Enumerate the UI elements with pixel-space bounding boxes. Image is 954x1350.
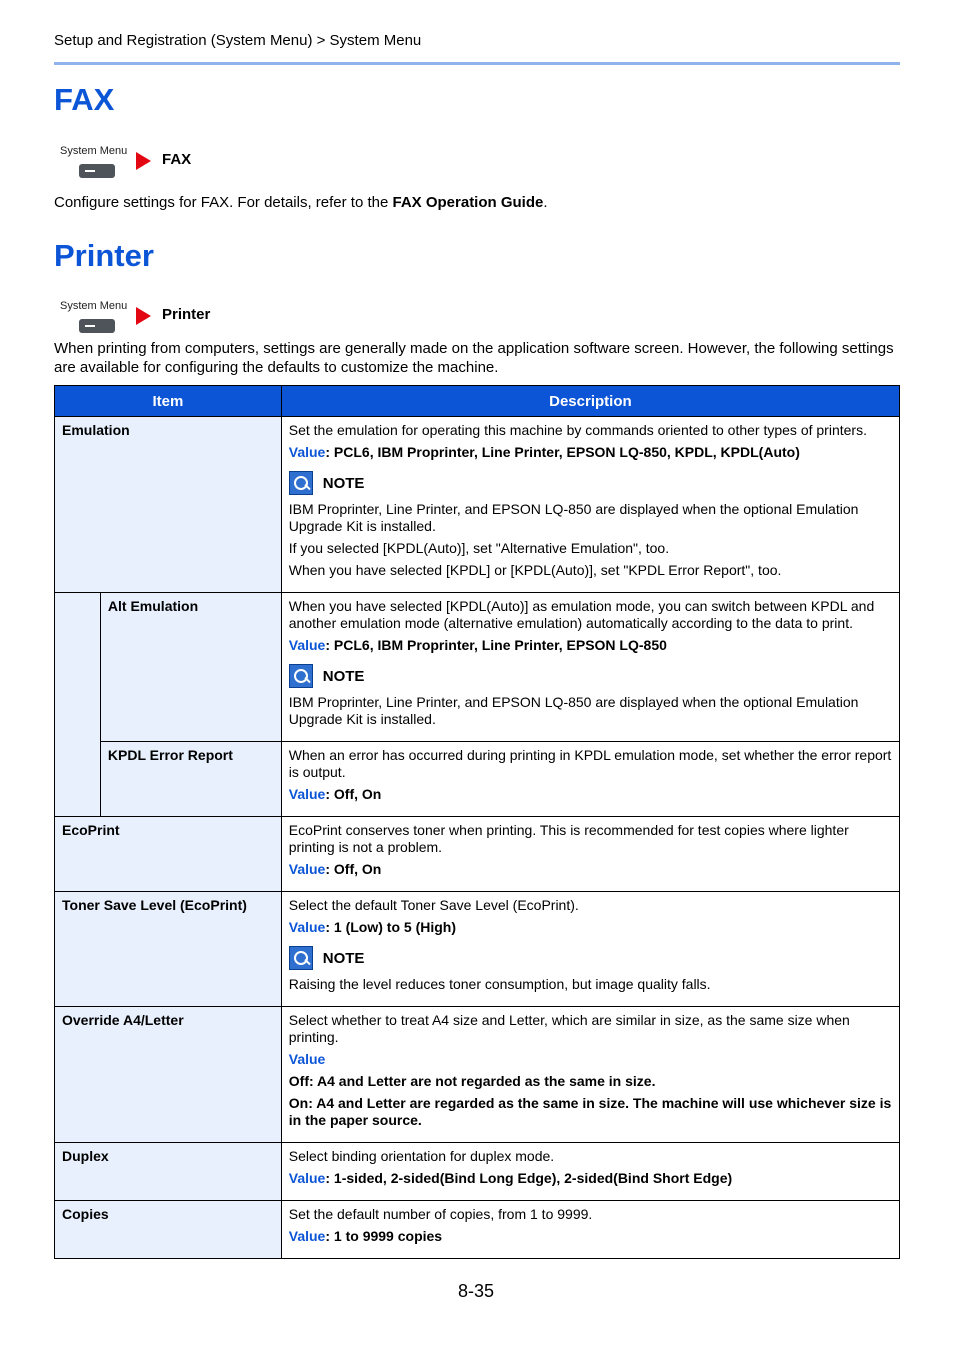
system-menu-key-icon <box>60 145 130 157</box>
item-copies: Copies <box>55 1201 282 1259</box>
note-text: IBM Proprinter, Line Printer, and EPSON LQ-850 are displayed when the optional Emulation Upgrade Kit is installed. <box>288 694 859 727</box>
description-text: Select binding orientation for duplex mode. <box>288 1148 555 1164</box>
value-text: 1 (Low) to 5 (High) <box>333 919 457 935</box>
note-title: NOTE <box>322 949 365 967</box>
table-row <box>55 817 900 892</box>
fax-path-label: FAX <box>162 151 192 168</box>
table-row <box>55 1007 900 1143</box>
page-number: 8-35 <box>458 1281 495 1301</box>
fax-guide-reference: FAX Operation Guide <box>392 194 544 211</box>
printer-heading: Printer <box>54 238 154 273</box>
value-line: Value: 1 to 9999 copies <box>288 1228 443 1244</box>
header-rule <box>54 62 900 65</box>
description-text: Set the emulation for operating this machine by commands oriented to other types of printers. <box>288 422 867 438</box>
description-alt-emulation <box>281 593 899 742</box>
breadcrumb: Setup and Registration (System Menu) > System Menu <box>54 32 422 49</box>
description-text: Select whether to treat A4 size and Letter, which are similar in size, as the same size when printing. <box>288 1012 850 1045</box>
item-emulation: Emulation <box>55 417 282 593</box>
note-text: When you have selected [KPDL] or [KPDL(Auto)], set "KPDL Error Report", too. <box>288 562 782 578</box>
description-emulation <box>281 417 899 593</box>
table-header-row <box>55 386 900 417</box>
note-header <box>289 946 892 970</box>
item-toner-save-level: Toner Save Level (EcoPrint) <box>55 892 282 1007</box>
fax-heading: FAX <box>54 82 115 117</box>
value-text: 1-sided, 2-sided(Bind Long Edge), 2-sided(Bind Short Edge) <box>333 1170 733 1186</box>
note-icon <box>289 471 313 495</box>
note-header <box>289 471 892 495</box>
item-kpdl-error-report: KPDL Error Report <box>100 742 281 817</box>
value-label: Value <box>288 1170 326 1186</box>
fax-desc-text: Configure settings for FAX. For details, refer to the <box>54 194 393 211</box>
sub-item-indent <box>55 593 101 817</box>
table-row <box>55 742 900 817</box>
value-label: Value <box>288 1228 326 1244</box>
description-kpdl-error-report <box>281 742 899 817</box>
value-line: Value: Off, On <box>288 861 382 877</box>
description-text: EcoPrint conserves toner when printing. This is recommended for test copies where lighter printing is not a problem. <box>288 822 849 855</box>
system-menu-key <box>79 319 115 333</box>
description-copies <box>281 1201 899 1259</box>
value-on-text: On: A4 and Letter are regarded as the same in size. The machine will use whichever size is in the paper source. <box>288 1095 892 1128</box>
fax-desc-end: . <box>543 194 548 211</box>
value-line: Value: PCL6, IBM Proprinter, Line Printer, EPSON LQ-850 <box>288 637 667 653</box>
table-row <box>55 892 900 1007</box>
note-header <box>289 664 892 688</box>
value-line: Value: PCL6, IBM Proprinter, Line Printer, EPSON LQ-850, KPDL, KPDL(Auto) <box>288 444 800 460</box>
value-line: Value: 1-sided, 2-sided(Bind Long Edge), 2-sided(Bind Short Edge) <box>288 1170 733 1186</box>
item-ecoprint: EcoPrint <box>55 817 282 892</box>
value-text: PCL6, IBM Proprinter, Line Printer, EPSON LQ-850, KPDL, KPDL(Auto) <box>333 444 800 460</box>
table-row <box>55 417 900 593</box>
printer-path-label: Printer <box>162 306 211 323</box>
fax-description <box>54 193 900 212</box>
value-label: Value <box>288 637 326 653</box>
value-text: Off, On <box>333 786 382 802</box>
value-label: Value <box>288 786 326 802</box>
description-text: Set the default number of copies, from 1 to 9999. <box>288 1206 593 1222</box>
note-icon <box>289 664 313 688</box>
printer-intro: When printing from computers, settings are generally made on the application software screen. However, the following settings are available for configuring the defaults to customize the machine. <box>54 340 894 376</box>
value-text: PCL6, IBM Proprinter, Line Printer, EPSON LQ-850 <box>333 637 667 653</box>
note-text: IBM Proprinter, Line Printer, and EPSON LQ-850 are displayed when the optional Emulation Upgrade Kit is installed. <box>288 501 859 534</box>
item-duplex: Duplex <box>55 1143 282 1201</box>
value-line: Value: 1 (Low) to 5 (High) <box>288 919 457 935</box>
table-row <box>55 593 900 742</box>
value-text: Off, On <box>333 861 382 877</box>
system-menu-key-label: System Menu <box>60 145 128 157</box>
description-text: Select the default Toner Save Level (EcoPrint). <box>288 897 579 913</box>
arrow-right-icon <box>136 307 151 325</box>
table-row <box>55 1143 900 1201</box>
note-text: Raising the level reduces toner consumption, but image quality falls. <box>288 976 711 992</box>
column-header-item: Item <box>55 386 282 417</box>
note-title: NOTE <box>322 667 365 685</box>
value-line: Value: Off, On <box>288 786 382 802</box>
printer-menu-path <box>60 300 460 340</box>
item-alt-emulation: Alt Emulation <box>100 593 281 742</box>
item-override-a4-letter: Override A4/Letter <box>55 1007 282 1143</box>
note-title: NOTE <box>322 474 365 492</box>
value-label: Value <box>288 444 326 460</box>
arrow-right-icon <box>136 152 151 170</box>
fax-menu-path <box>60 145 460 185</box>
system-menu-key-label: System Menu <box>60 300 128 312</box>
system-menu-key-icon <box>60 300 130 312</box>
value-label: Value <box>288 861 326 877</box>
description-ecoprint <box>281 817 899 892</box>
description-text: When you have selected [KPDL(Auto)] as emulation mode, you can switch between KPDL and another emulation mode (alternative emulation) automatically according to the data to print. <box>288 598 875 631</box>
note-icon <box>289 946 313 970</box>
value-text: 1 to 9999 copies <box>333 1228 443 1244</box>
description-text: When an error has occurred during printing in KPDL emulation mode, set whether the error report is output. <box>288 747 892 780</box>
value-off-text: Off: A4 and Letter are not regarded as the same in size. <box>288 1073 656 1089</box>
value-label: Value <box>288 919 326 935</box>
note-text: If you selected [KPDL(Auto)], set "Alternative Emulation", too. <box>288 540 670 556</box>
table-row <box>55 1201 900 1259</box>
description-override-a4-letter <box>281 1007 899 1143</box>
column-header-description: Description <box>281 386 899 417</box>
printer-settings-table <box>54 385 900 1259</box>
description-toner-save-level <box>281 892 899 1007</box>
system-menu-key <box>79 164 115 178</box>
value-label: Value <box>288 1051 326 1067</box>
description-duplex <box>281 1143 899 1201</box>
